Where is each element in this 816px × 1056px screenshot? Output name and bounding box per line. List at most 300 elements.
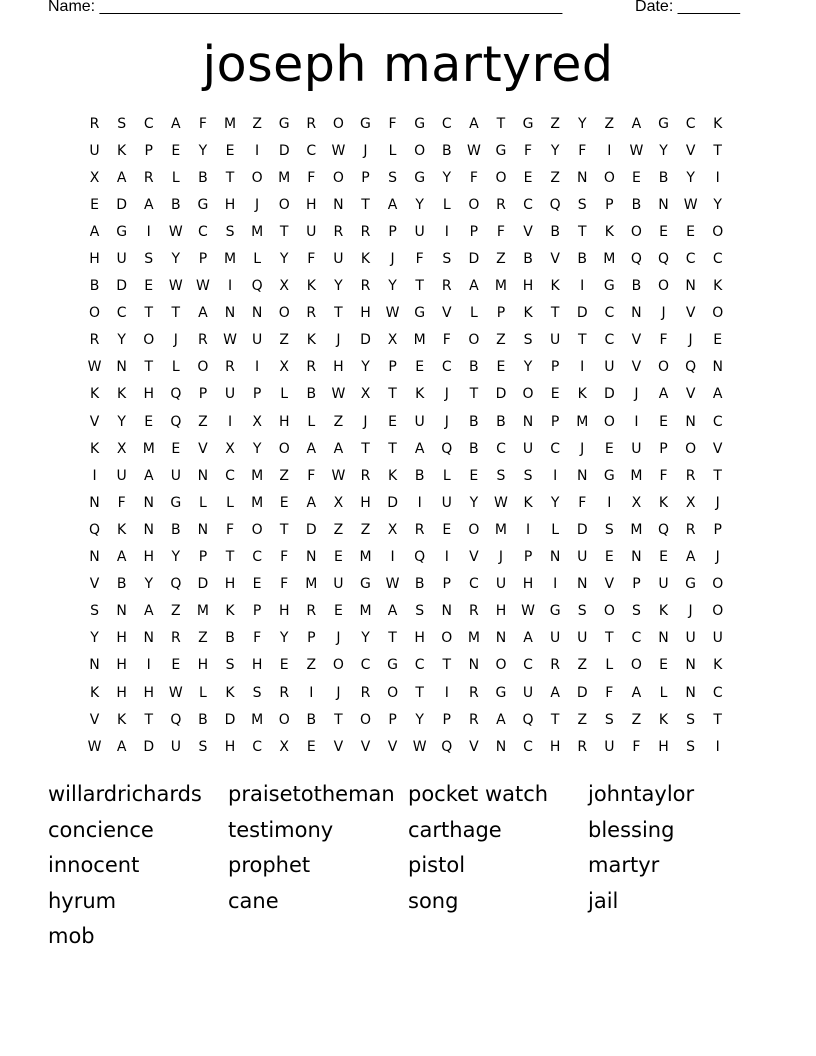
grid-letter: W — [629, 142, 644, 159]
grid-letter: E — [252, 576, 262, 593]
grid-letter: Y — [469, 494, 479, 511]
grid-letter: S — [577, 603, 587, 620]
grid-letter: N — [306, 549, 317, 566]
grid-letter: P — [523, 549, 533, 566]
grid-letter: Y — [361, 359, 370, 376]
grid-letter: E — [90, 196, 99, 213]
grid-letter: B — [523, 251, 533, 268]
grid-letter: C — [198, 223, 208, 240]
grid-letter: R — [441, 278, 452, 295]
grid-letter: B — [496, 413, 506, 430]
grid-letter: J — [255, 196, 260, 213]
grid-letter: G — [278, 115, 290, 132]
grid-letter: N — [658, 630, 669, 647]
grid-letter: U — [658, 576, 669, 593]
grid-letter: S — [225, 223, 235, 240]
grid-letter: M — [251, 223, 264, 240]
word-list-item: pocket watch — [408, 782, 549, 806]
grid-letter: E — [415, 359, 425, 376]
grid-letter: J — [336, 684, 341, 701]
grid-letter: H — [143, 684, 154, 701]
grid-letter: O — [332, 115, 344, 132]
grid-letter: A — [469, 115, 479, 132]
grid-letter: Y — [550, 494, 560, 511]
grid-letter: U — [604, 359, 615, 376]
grid-letter: Y — [279, 251, 289, 268]
grid-letter: W — [168, 684, 183, 701]
grid-letter: I — [715, 738, 720, 755]
grid-letter: X — [333, 494, 344, 511]
grid-letter: S — [604, 521, 614, 538]
grid-letter: G — [360, 115, 371, 132]
grid-letter: N — [658, 196, 669, 213]
grid-letter: O — [251, 521, 263, 538]
grid-letter: H — [306, 196, 317, 213]
grid-letter: L — [551, 521, 560, 538]
grid-letter: M — [142, 440, 155, 457]
grid-letter: N — [89, 549, 100, 566]
grid-letter: S — [442, 251, 452, 268]
grid-letter: T — [144, 359, 154, 376]
grid-letter: O — [522, 386, 534, 403]
word-list-item: concience — [48, 817, 154, 842]
grid-row — [81, 706, 732, 733]
grid-row — [81, 571, 732, 598]
grid-letter: B — [198, 169, 208, 186]
grid-letter: E — [523, 169, 533, 186]
grid-letter: X — [387, 332, 398, 349]
grid-letter: T — [469, 386, 479, 403]
grid-letter: O — [359, 711, 371, 728]
grid-row — [81, 300, 732, 327]
grid-letter: T — [415, 684, 424, 701]
grid-letter: R — [468, 603, 479, 620]
grid-letter: H — [522, 576, 534, 593]
grid-letter: I — [255, 359, 260, 376]
grid-letter: D — [224, 711, 236, 728]
date-field-label: Date: _______ — [635, 0, 740, 15]
grid-letter: H — [549, 738, 561, 755]
grid-letter: J — [444, 386, 449, 403]
grid-letter: A — [143, 603, 154, 620]
grid-letter: Y — [415, 711, 424, 728]
grid-letter: E — [686, 223, 696, 240]
grid-letter: P — [198, 251, 208, 268]
grid-letter: V — [550, 251, 560, 268]
grid-letter: U — [604, 738, 615, 755]
grid-letter: F — [253, 630, 262, 647]
grid-letter: X — [685, 494, 696, 511]
grid-letter: N — [631, 549, 642, 566]
grid-row — [81, 652, 732, 679]
grid-letter: I — [444, 223, 449, 240]
grid-letter: Y — [279, 630, 289, 647]
grid-letter: Z — [333, 521, 344, 538]
grid-letter: N — [712, 359, 723, 376]
grid-letter: Z — [252, 115, 262, 132]
grid-letter: W — [168, 278, 183, 295]
grid-letter: T — [713, 711, 722, 728]
grid-letter: L — [280, 386, 289, 403]
grid-letter: J — [336, 332, 341, 349]
grid-letter: L — [199, 684, 207, 701]
grid-letter: V — [631, 332, 642, 349]
grid-letter: Z — [360, 521, 371, 538]
grid-letter: V — [685, 386, 696, 403]
grid-letter: I — [417, 494, 422, 511]
grid-letter: U — [631, 440, 642, 457]
grid-letter: U — [522, 440, 534, 457]
grid-letter: J — [173, 332, 178, 349]
grid-letter: A — [469, 278, 479, 295]
grid-letter: T — [496, 115, 506, 132]
grid-letter: R — [468, 684, 479, 701]
grid-letter: P — [659, 440, 668, 457]
grid-letter: V — [685, 142, 696, 159]
grid-letter: C — [143, 115, 154, 132]
grid-letter: C — [685, 251, 696, 268]
grid-row — [81, 218, 732, 245]
grid-letter: O — [685, 440, 697, 457]
grid-letter: R — [496, 196, 506, 213]
word-list-item: martyr — [588, 853, 660, 878]
grid-letter: U — [333, 576, 344, 593]
grid-letter: Z — [631, 711, 642, 728]
grid-letter: O — [603, 603, 615, 620]
grid-letter: Y — [198, 142, 208, 159]
grid-letter: K — [713, 115, 723, 132]
grid-letter: N — [197, 521, 209, 538]
grid-letter: D — [197, 576, 209, 593]
grid-letter: X — [631, 494, 642, 511]
grid-letter: O — [603, 169, 615, 186]
grid-letter: V — [89, 576, 100, 593]
grid-letter: E — [713, 332, 723, 349]
grid-letter: Q — [441, 738, 453, 755]
grid-letter: Q — [251, 278, 263, 295]
grid-row — [81, 354, 732, 381]
grid-letter: B — [306, 386, 317, 403]
header-line — [48, 0, 740, 16]
grid-letter: C — [360, 657, 371, 674]
grid-letter: S — [225, 657, 235, 674]
grid-letter: O — [712, 576, 724, 593]
grid-letter: M — [251, 494, 264, 511]
grid-letter: O — [468, 332, 480, 349]
grid-letter: N — [576, 169, 588, 186]
grid-letter: J — [336, 630, 341, 647]
grid-letter: O — [603, 413, 615, 430]
grid-letter: R — [577, 738, 588, 755]
grid-letter: A — [550, 684, 560, 701]
grid-letter: O — [387, 684, 399, 701]
grid-letter: H — [278, 413, 290, 430]
grid-letter: R — [306, 305, 317, 322]
grid-letter: A — [116, 549, 127, 566]
grid-letter: H — [333, 359, 344, 376]
grid-letter: I — [227, 413, 233, 430]
grid-letter: E — [171, 657, 181, 674]
grid-letter: U — [685, 630, 696, 647]
grid-letter: T — [334, 711, 343, 728]
grid-letter: O — [332, 169, 344, 186]
grid-letter: M — [223, 115, 237, 132]
grid-letter: O — [712, 223, 724, 240]
grid-letter: M — [413, 332, 426, 349]
grid-letter: H — [360, 494, 371, 511]
grid-letter: B — [441, 142, 452, 159]
grid-row — [81, 191, 732, 218]
grid-letter: O — [495, 169, 507, 186]
grid-letter: P — [388, 711, 397, 728]
grid-row — [81, 462, 732, 489]
grid-letter: Z — [550, 115, 560, 132]
grid-letter: C — [225, 467, 235, 484]
grid-letter: C — [116, 305, 127, 322]
grid-letter: A — [712, 386, 723, 403]
grid-letter: V — [198, 440, 208, 457]
grid-letter: X — [89, 169, 100, 186]
grid-letter: Y — [659, 142, 668, 159]
grid-letter: Q — [549, 196, 561, 213]
grid-letter: Y — [252, 440, 262, 457]
grid-letter: I — [715, 169, 720, 186]
word-list — [48, 777, 768, 955]
grid-letter: A — [523, 630, 533, 647]
grid-letter: T — [225, 549, 235, 566]
grid-letter: R — [170, 630, 181, 647]
grid-letter: P — [496, 305, 506, 322]
grid-letter: Q — [170, 576, 182, 593]
grid-row — [81, 327, 732, 354]
grid-letter: K — [89, 386, 100, 403]
grid-letter: C — [712, 684, 723, 701]
grid-letter: C — [712, 413, 723, 430]
grid-letter: B — [550, 223, 560, 240]
grid-letter: W — [331, 467, 346, 484]
grid-letter: I — [255, 142, 260, 159]
grid-letter: D — [305, 521, 317, 538]
grid-letter: E — [631, 169, 641, 186]
grid-letter: S — [686, 738, 696, 755]
grid-letter: F — [198, 115, 207, 132]
grid-letter: B — [469, 359, 479, 376]
grid-letter: C — [414, 657, 425, 674]
grid-letter: O — [630, 657, 642, 674]
grid-letter: O — [712, 305, 724, 322]
grid-letter: N — [251, 305, 263, 322]
grid-letter: O — [414, 142, 426, 159]
grid-letter: B — [198, 711, 208, 728]
grid-letter: G — [414, 305, 426, 322]
grid-letter: O — [89, 305, 101, 322]
grid-letter: T — [279, 521, 289, 538]
grid-letter: G — [603, 278, 615, 295]
grid-letter: I — [146, 657, 151, 674]
grid-letter: L — [171, 359, 180, 376]
grid-letter: Z — [577, 657, 588, 674]
grid-letter: P — [605, 196, 614, 213]
grid-letter: R — [360, 223, 371, 240]
grid-letter: F — [578, 142, 587, 159]
word-search-grid — [81, 110, 732, 760]
grid-letter: L — [226, 494, 234, 511]
grid-letter: E — [659, 657, 668, 674]
grid-letter: Q — [658, 251, 670, 268]
grid-letter: U — [441, 494, 452, 511]
word-list-item: song — [408, 888, 459, 913]
grid-letter: N — [549, 549, 561, 566]
grid-letter: C — [468, 576, 479, 593]
grid-letter: O — [197, 359, 209, 376]
grid-letter: H — [116, 684, 127, 701]
grid-letter: M — [630, 467, 643, 484]
grid-letter: D — [576, 521, 588, 538]
grid-letter: U — [414, 223, 425, 240]
grid-letter: U — [224, 386, 236, 403]
grid-letter: Y — [442, 169, 452, 186]
grid-letter: V — [685, 305, 696, 322]
grid-letter: K — [387, 467, 398, 484]
grid-letter: T — [388, 386, 397, 403]
grid-letter: K — [550, 278, 560, 295]
grid-letter: Q — [170, 711, 182, 728]
grid-row — [81, 137, 732, 164]
grid-letter: R — [685, 467, 696, 484]
grid-letter: J — [715, 494, 720, 511]
grid-letter: R — [306, 115, 317, 132]
grid-letter: A — [116, 738, 127, 755]
grid-letter: L — [307, 413, 316, 430]
grid-letter: T — [713, 467, 722, 484]
grid-letter: N — [685, 657, 696, 674]
grid-letter: Y — [117, 332, 126, 349]
grid-letter: M — [305, 576, 318, 593]
grid-letter: N — [197, 467, 209, 484]
grid-letter: C — [523, 196, 533, 213]
grid-letter: S — [631, 603, 641, 620]
grid-letter: T — [577, 223, 587, 240]
grid-letter: H — [143, 386, 154, 403]
grid-letter: V — [89, 711, 100, 728]
grid-letter: O — [278, 196, 290, 213]
grid-letter: V — [712, 440, 723, 457]
grid-letter: N — [89, 657, 100, 674]
grid-letter: B — [414, 576, 425, 593]
grid-letter: D — [143, 738, 155, 755]
grid-letter: X — [225, 440, 235, 457]
grid-letter: N — [685, 413, 696, 430]
grid-letter: I — [607, 142, 612, 159]
grid-letter: Y — [713, 196, 722, 213]
grid-letter: G — [685, 576, 697, 593]
grid-row — [81, 245, 732, 272]
grid-letter: R — [468, 711, 479, 728]
grid-letter: C — [306, 142, 317, 159]
grid-letter: N — [333, 196, 344, 213]
grid-letter: F — [659, 467, 668, 484]
grid-letter: M — [223, 251, 237, 268]
grid-letter: Q — [89, 521, 101, 538]
grid-letter: I — [146, 223, 151, 240]
grid-letter: D — [576, 684, 588, 701]
grid-letter: D — [468, 251, 480, 268]
grid-letter: M — [467, 630, 480, 647]
grid-letter: A — [143, 467, 154, 484]
grid-letter: A — [171, 115, 181, 132]
grid-letter: E — [279, 494, 289, 511]
grid-letter: T — [361, 196, 370, 213]
grid-letter: J — [498, 549, 504, 566]
grid-letter: C — [523, 738, 533, 755]
grid-letter: W — [385, 576, 400, 593]
grid-letter: Y — [686, 169, 695, 186]
grid-letter: O — [278, 711, 290, 728]
grid-letter: C — [252, 549, 262, 566]
grid-letter: C — [441, 359, 452, 376]
grid-letter: N — [576, 467, 588, 484]
grid-letter: O — [278, 305, 290, 322]
grid-letter: K — [225, 684, 235, 701]
grid-letter: J — [390, 251, 395, 268]
grid-letter: Y — [550, 142, 560, 159]
grid-letter: D — [360, 332, 371, 349]
grid-letter: U — [550, 630, 561, 647]
grid-letter: V — [604, 576, 615, 593]
grid-letter: F — [442, 332, 451, 349]
grid-letter: H — [197, 657, 209, 674]
grid-letter: X — [116, 440, 127, 457]
grid-letter: G — [414, 115, 426, 132]
grid-letter: F — [578, 494, 587, 511]
grid-letter: T — [442, 657, 452, 674]
grid-letter: X — [279, 278, 289, 295]
grid-letter: P — [550, 413, 560, 430]
grid-letter: F — [307, 467, 316, 484]
grid-letter: I — [525, 521, 531, 538]
grid-row — [81, 733, 732, 760]
grid-letter: X — [279, 738, 289, 755]
grid-letter: W — [385, 305, 400, 322]
grid-letter: P — [469, 223, 479, 240]
grid-letter: U — [414, 413, 425, 430]
grid-letter: F — [632, 738, 641, 755]
grid-letter: G — [549, 603, 561, 620]
grid-letter: Z — [198, 413, 208, 430]
word-list-item: carthage — [408, 817, 502, 842]
grid-letter: O — [332, 657, 344, 674]
grid-letter: C — [550, 440, 561, 457]
grid-letter: G — [170, 494, 182, 511]
grid-letter: R — [89, 332, 100, 349]
grid-letter: W — [683, 196, 698, 213]
grid-letter: S — [577, 196, 587, 213]
grid-letter: N — [89, 494, 100, 511]
grid-letter: O — [658, 278, 670, 295]
grid-letter: E — [333, 603, 343, 620]
grid-letter: T — [144, 305, 154, 322]
grid-letter: A — [685, 549, 696, 566]
grid-letter: E — [171, 440, 181, 457]
grid-letter: K — [658, 603, 669, 620]
grid-letter: L — [605, 657, 614, 674]
grid-letter: R — [414, 521, 425, 538]
grid-letter: C — [604, 332, 615, 349]
grid-letter: U — [251, 332, 263, 349]
grid-letter: C — [685, 115, 696, 132]
grid-letter: O — [251, 169, 263, 186]
grid-letter: B — [577, 251, 588, 268]
